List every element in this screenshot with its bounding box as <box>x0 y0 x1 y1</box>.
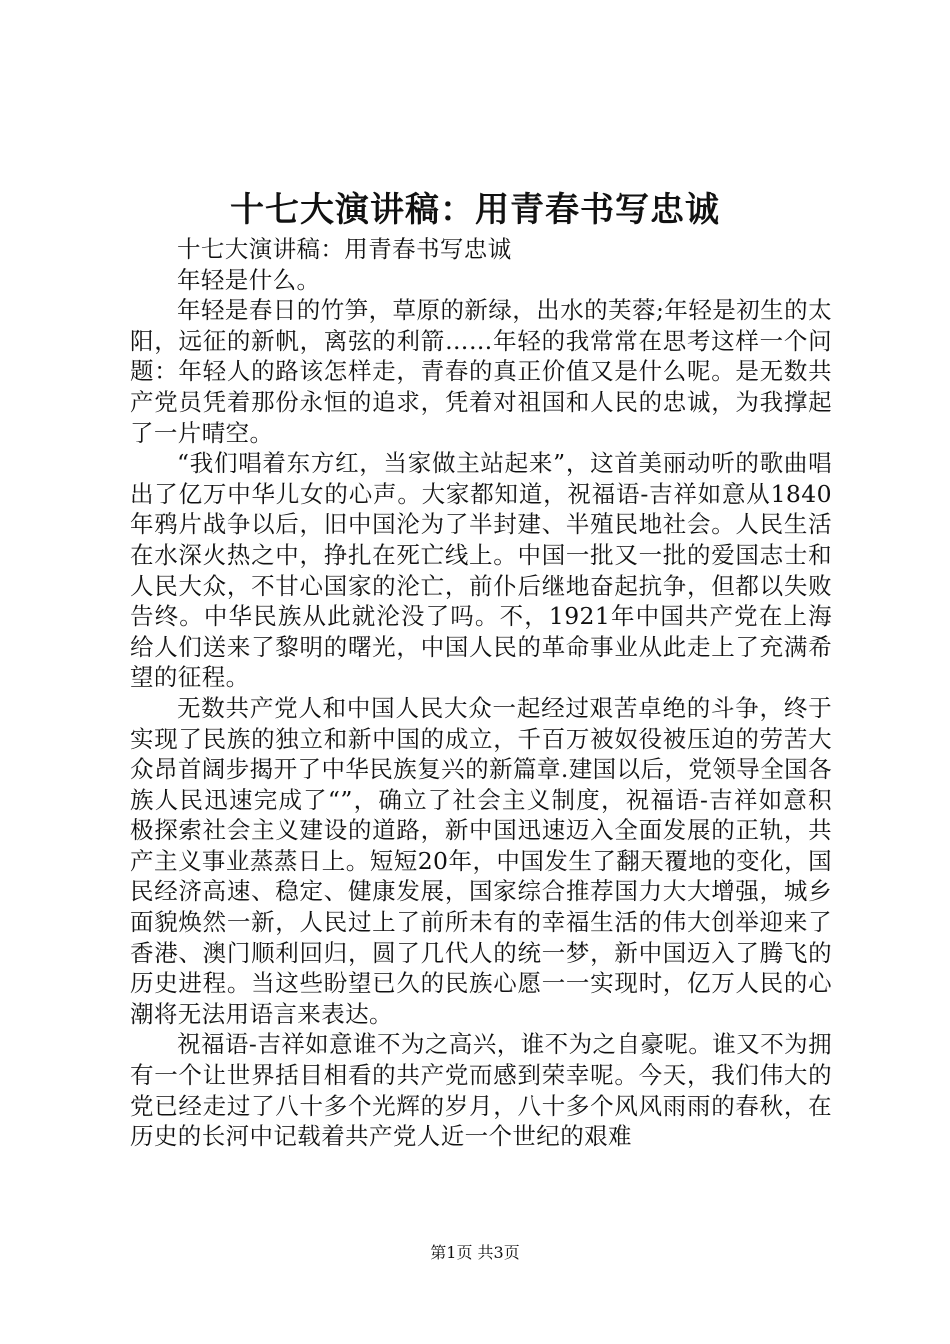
paragraph-question: 年轻是什么。 <box>177 265 321 294</box>
page-footer: 第1页 共3页 <box>430 1243 520 1262</box>
paragraph-subtitle: 十七大演讲稿：用青春书写忠诚 <box>177 235 512 263</box>
document-body <box>130 234 832 1152</box>
paragraph-history: “我们唱着东方红，当家做主站起来”，这首美丽动听的歌曲唱出了亿万中华儿女的心声。大家都知道，祝福语-吉祥如意从1840年鸦片战争以后，旧中国沦为了半封建、半殖民地社会。人民生活在水深火热之中，挣扎在死亡线上。中国一批又一批的爱国志士和人民大众，不甘心国家的沦亡，前仆后继地奋起抗争，但都以失败告终。中华民族从此就沦没了吗。不，1921年中国共产党在上海给人们送来了黎明的曙光，中国人民的革命事业从此走上了充满希望的征程。 <box>130 449 832 692</box>
paragraph-pride: 祝福语-吉祥如意谁不为之高兴，谁不为之自豪呢。谁又不为拥有一个让世界括目相看的共产党而感到荣幸呢。今天，我们伟大的党已经走过了八十多个光辉的岁月，八十多个风风雨雨的春秋，在历史的长河中记载着共产党人近一个世纪的艰难 <box>130 1030 832 1151</box>
paragraph-youth: 年轻是春日的竹笋，草原的新绿，出水的芙蓉;年轻是初生的太阳，远征的新帆，离弦的利箭……年轻的我常常在思考这样一个问题：年轻人的路该怎样走，青春的真正价值又是什么呢。是无数共产党员凭着那份永恒的追求，凭着对祖国和人民的忠诚，为我撑起了一片晴空。 <box>130 296 832 447</box>
paragraph-new-china: 无数共产党人和中国人民大众一起经过艰苦卓绝的斗争，终于实现了民族的独立和新中国的成立，千百万被奴役被压迫的劳苦大众昂首阔步揭开了中华民族复兴的新篇章.建国以后，党领导全国各族人民迅速完成了“”，确立了社会主义制度，祝福语-吉祥如意积极探索社会主义建设的道路，新中国迅速迈入全面发展的正轨，共产主义事业蒸蒸日上。短短20年，中国发生了翻天覆地的变化，国民经济高速、稳定、健康发展，国家综合推荐国力大大增强，城乡面貌焕然一新，人民过上了前所未有的幸福生活的伟大创举迎来了香港、澳门顺利回归，圆了几代人的统一梦，新中国迈入了腾飞的历史进程。当这些盼望已久的民族心愿一一实现时，亿万人民的心潮将无法用语言来表达。 <box>130 693 832 1028</box>
document-title: 十七大演讲稿：用青春书写忠诚 <box>230 190 720 230</box>
